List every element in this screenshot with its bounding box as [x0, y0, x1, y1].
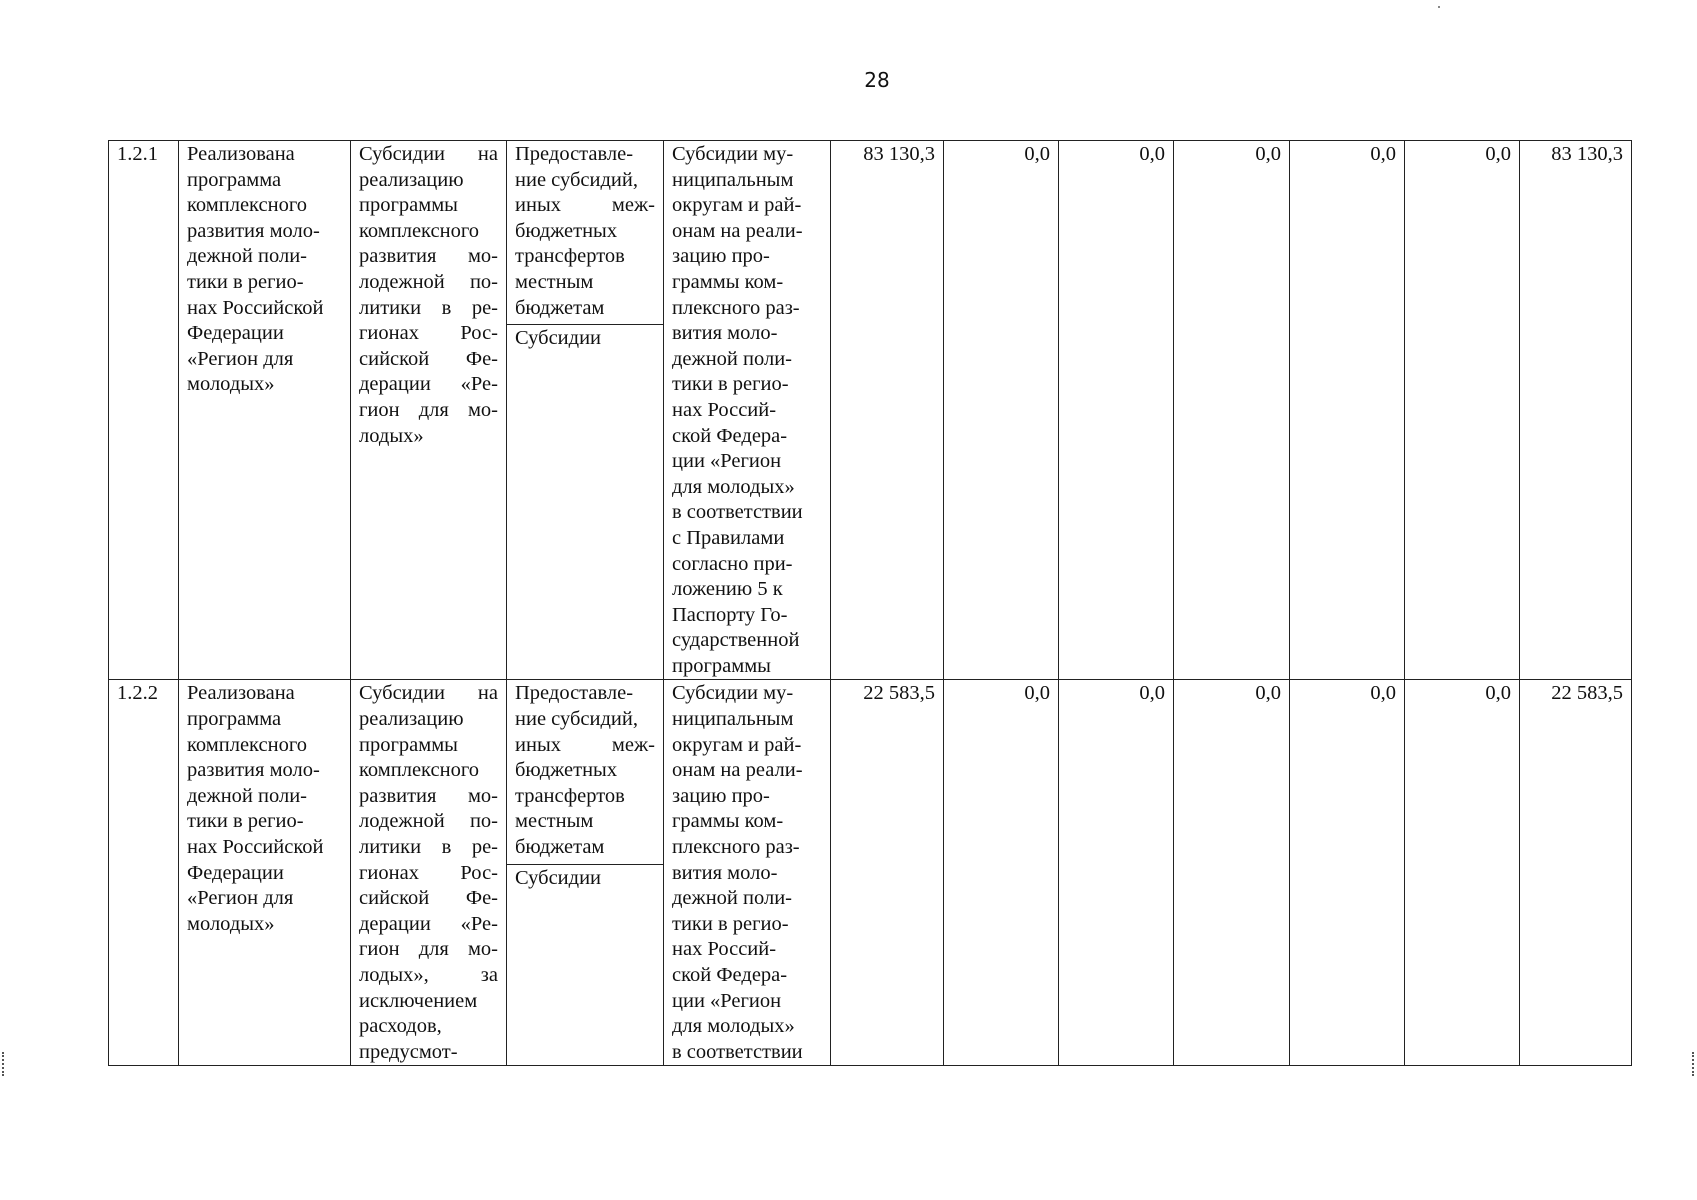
text-line: гион для мо- — [359, 938, 498, 961]
text-line: трансфертов — [515, 784, 625, 807]
text-line: Реализована — [187, 143, 295, 165]
text-line: онам на реали- — [672, 759, 803, 782]
text-line: исключением — [359, 989, 478, 1012]
text-line: программы — [672, 654, 771, 677]
value-cell: 22 583,5 — [1520, 680, 1632, 1066]
text-line: зацию про- — [672, 245, 770, 268]
mechanism-subtype: Субсидии — [515, 327, 602, 350]
text-line: ции «Регион — [672, 989, 782, 1012]
value-cell: 22 583,5 — [831, 680, 944, 1066]
text-line: вития моло- — [672, 861, 778, 884]
text-line: трансфертов — [515, 245, 625, 268]
text-line: тики в регио- — [672, 912, 789, 935]
text-line: «Регион для — [187, 347, 294, 370]
text-line: программа — [187, 168, 282, 191]
text-line: «Регион для — [187, 887, 294, 910]
text-line: плексного раз- — [672, 836, 800, 859]
text-line: дежной поли- — [187, 784, 307, 807]
text-line: программа — [187, 708, 282, 731]
text-line: согласно при- — [672, 552, 793, 575]
text-line: ции «Регион — [672, 450, 782, 473]
event-cell — [351, 680, 507, 1066]
event-cell — [351, 141, 507, 680]
text-line: развития мо- — [359, 784, 498, 807]
text-line: сударственной — [672, 629, 800, 652]
text-line: литики в ре- — [359, 836, 498, 859]
text-line: для молодых» — [672, 475, 795, 498]
text-line: бюджетам — [515, 296, 605, 319]
text-line: местным — [515, 270, 594, 293]
text-line: для молодых» — [672, 1015, 795, 1038]
text-line: бюджетных — [515, 219, 618, 242]
text-line: округам и рай- — [672, 733, 802, 756]
text-line: Субсидии му- — [672, 682, 794, 705]
text-line: реализацию — [359, 168, 464, 191]
text-line: ние субсидий, — [515, 168, 638, 191]
text-line: лодежной по- — [359, 810, 498, 833]
text-line: молодых» — [187, 373, 275, 396]
budget-table — [108, 140, 1632, 1066]
value-cell: 83 130,3 — [831, 141, 944, 680]
text-line: Субсидии на — [359, 143, 498, 165]
text-line: с Правилами — [672, 526, 785, 549]
text-line: ской Федера- — [672, 424, 788, 447]
text-line: комплексного — [187, 733, 307, 756]
text-line: плексного раз- — [672, 296, 800, 319]
value-cell: 0,0 — [1059, 680, 1174, 1066]
text-line: расходов, — [359, 1015, 442, 1038]
text-line: программы — [359, 733, 458, 756]
scan-edge-mark-left — [2, 1052, 6, 1076]
text-line: Паспорту Го- — [672, 603, 788, 626]
text-line: лодых», за — [359, 964, 498, 986]
text-line: Федерации — [187, 322, 284, 345]
text-line: программы — [359, 194, 458, 217]
text-line: в соответствии — [672, 501, 803, 524]
value-cell: 0,0 — [1290, 141, 1405, 680]
text-line: сийской Фе- — [359, 347, 498, 370]
value-cell: 0,0 — [944, 680, 1059, 1066]
value-cell: 0,0 — [1174, 680, 1290, 1066]
text-line: тики в регио- — [187, 810, 304, 833]
mechanism-type — [507, 141, 663, 325]
text-line: дежной поли- — [672, 347, 792, 370]
mechanism-cell — [507, 680, 664, 1066]
row-code-cell: 1.2.1 — [109, 141, 179, 680]
text-line: сийской Фе- — [359, 887, 498, 910]
description-cell — [664, 141, 831, 680]
text-line: гион для мо- — [359, 398, 498, 421]
text-line: граммы ком- — [672, 810, 784, 833]
table-row — [109, 680, 1632, 1066]
value-cell: 0,0 — [944, 141, 1059, 680]
text-line: реализацию — [359, 708, 464, 731]
text-line: литики в ре- — [359, 296, 498, 319]
scan-artifact — [1438, 6, 1440, 8]
text-line: Реализована — [187, 682, 295, 705]
text-line: дерации «Ре- — [359, 912, 498, 935]
text-line: дежной поли- — [672, 887, 792, 910]
text-line: нах Российской — [187, 836, 324, 859]
text-line: округам и рай- — [672, 194, 802, 217]
mechanism-type — [507, 680, 663, 864]
table-row — [109, 141, 1632, 680]
value-cell: 83 130,3 — [1520, 141, 1632, 680]
text-line: ниципальным — [672, 708, 794, 731]
text-line: ской Федера- — [672, 964, 788, 986]
text-line: молодых» — [187, 912, 275, 935]
text-line: Предоставле- — [515, 143, 634, 165]
mechanism-cell — [507, 141, 664, 680]
text-line: вития моло- — [672, 322, 778, 345]
text-line: нах Россий- — [672, 938, 777, 961]
text-line: дежной поли- — [187, 245, 307, 268]
text-line: лодых» — [359, 424, 424, 447]
value-cell: 0,0 — [1174, 141, 1290, 680]
text-line: тики в регио- — [187, 270, 304, 293]
text-line: бюджетных — [515, 759, 618, 782]
text-line: развития моло- — [187, 759, 320, 782]
text-line: Федерации — [187, 861, 284, 884]
scan-edge-mark-right — [1692, 1052, 1696, 1076]
text-line: ниципальным — [672, 168, 794, 191]
text-line: комплексного — [187, 194, 307, 217]
text-line: бюджетам — [515, 836, 605, 859]
value-cell: 0,0 — [1290, 680, 1405, 1066]
text-line: граммы ком- — [672, 270, 784, 293]
text-line: нах Российской — [187, 296, 324, 319]
text-line: предусмот- — [359, 1040, 458, 1063]
text-line: тики в регио- — [672, 373, 789, 396]
text-line: иных меж- — [515, 194, 655, 217]
text-line: зацию про- — [672, 784, 770, 807]
mechanism-subtype: Субсидии — [515, 866, 602, 889]
text-line: гионах Рос- — [359, 861, 498, 884]
value-cell: 0,0 — [1405, 680, 1520, 1066]
description-cell — [664, 680, 831, 1066]
value-cell: 0,0 — [1405, 141, 1520, 680]
text-line: ние субсидий, — [515, 708, 638, 731]
text-line: развития моло- — [187, 219, 320, 242]
result-cell — [179, 680, 351, 1066]
result-cell — [179, 141, 351, 680]
text-line: дерации «Ре- — [359, 373, 498, 396]
text-line: гионах Рос- — [359, 322, 498, 345]
page-number: 28 — [864, 68, 890, 92]
text-line: ложению 5 к — [672, 578, 783, 601]
text-line: в соответствии — [672, 1040, 803, 1063]
text-line: комплексного — [359, 759, 479, 782]
text-line: Предоставле- — [515, 682, 634, 705]
text-line: нах Россий- — [672, 398, 777, 421]
text-line: Субсидии на — [359, 682, 498, 705]
value-cell: 0,0 — [1059, 141, 1174, 680]
text-line: местным — [515, 810, 594, 833]
text-line: Субсидии му- — [672, 143, 794, 165]
text-line: онам на реали- — [672, 219, 803, 242]
row-code-cell: 1.2.2 — [109, 680, 179, 1066]
text-line: иных меж- — [515, 733, 655, 756]
text-line: развития мо- — [359, 245, 498, 268]
text-line: комплексного — [359, 219, 479, 242]
text-line: лодежной по- — [359, 270, 498, 293]
